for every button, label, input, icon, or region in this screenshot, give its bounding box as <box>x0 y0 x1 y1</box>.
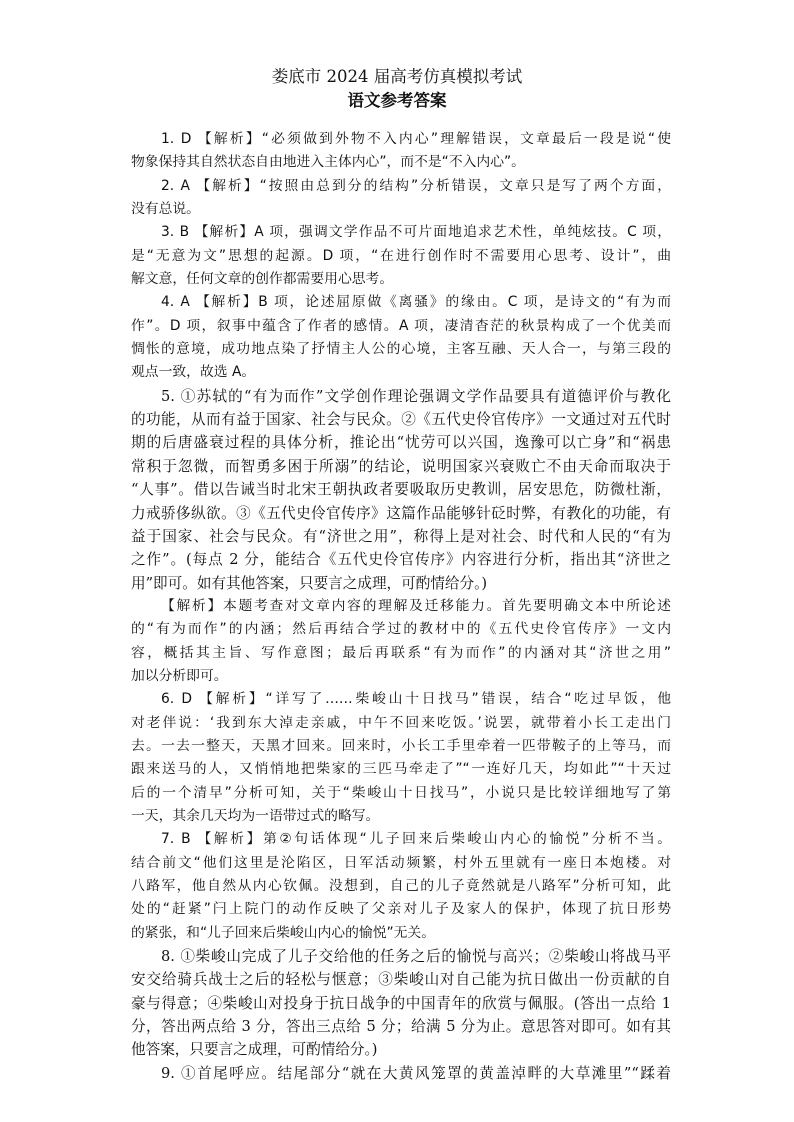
text-line: 没有总说。 <box>131 201 200 218</box>
document-subtitle: 语文参考答案 <box>347 91 447 110</box>
text-line: 作”。D 项，叙事中蕴含了作者的感情。A 项，凄清杳茫的秋景构成了一个优美而 <box>131 317 671 334</box>
text-line: 他答案，只要言之成理，可酌情给分。) <box>131 1041 378 1059</box>
text-line: 2. A 【解析】“按照由总到分的结构”分析错误，文章只是写了两个方面， <box>161 177 671 194</box>
text-line: 跟来送马的人，又悄悄地把柴家的三匹马牵走了”“一连好几天，均如此”“十天过 <box>131 761 671 778</box>
text-line: 安交给骑兵战士之后的轻松与惬意；③柴峻山对自己能为抗日做出一份贡献的自 <box>131 971 671 989</box>
text-line: 的紧张，和“儿子回来后柴峻山内心的愉悦”无关。 <box>131 924 436 941</box>
text-line: 用”即可。如有其他答案，只要言之成理，可酌情给分。) <box>131 574 488 592</box>
text-line: 6. D 【解析】“详写了……柴峻山十日找马”错误，结合“吃过早饭，他 <box>161 691 671 708</box>
text-line: 是“无意为文”思想的起源。D 项，“在进行创作时不需要用心思考、设计”，曲 <box>131 247 671 264</box>
text-line: 八路军，他自然从内心钦佩。没想到，自己的儿子竟然就是八路军”分析可知，此 <box>131 878 671 894</box>
text-line: 惆怅的意境，成功地点染了抒情主人公的心境，主客互融、天人合一，与第三段的 <box>131 341 671 358</box>
text-line: 益于国家、社会与民众。有“济世之用”，称得上是对社会、时代和人民的“有为 <box>131 527 671 545</box>
text-line: 加以分析即可。 <box>131 667 228 684</box>
text-line: 【解析】本题考查对文章内容的理解及迁移能力。首先要明确文本中所论述 <box>161 597 671 614</box>
text-line: 对老伴说：‘我到东大淖走亲戚，中午不回来吃饭。’说罢，就带着小长工走出门 <box>131 714 671 731</box>
text-line: 5. ①苏轼的“有为而作”文学创作理论强调文学作品要具有道德评价与教化 <box>161 387 671 405</box>
text-line: 观点一致，故选 A。 <box>131 364 256 381</box>
text-line: 1. D 【解析】“必须做到外物不入内心”理解错误，文章最后一段是说“使 <box>161 131 671 147</box>
answer-body <box>131 128 671 1085</box>
text-line: 常积于忽微，而智勇多困于所溺”的结论，说明国家兴衰败亡不由天命而取决于 <box>131 457 671 475</box>
text-line: 9. ①首尾呼应。结尾部分“就在大黄风笼罩的黄盖淖畔的大草滩里”“蹂着 <box>161 1064 671 1082</box>
text-line: 的“有为而作”的内涵；然后再结合学过的教材中的《五代史伶官传序》一文内 <box>131 621 671 638</box>
text-line: 处的“赶紧”闩上院门的动作反映了父亲对儿子及家人的保护，体现了抗日形势 <box>131 901 671 918</box>
text-line: 物象保持其自然状态自由地进入主体内心”，而不是“不入内心”。 <box>131 154 525 171</box>
text-line: 解文意，任何文章的创作都需要用心思考。 <box>131 271 394 288</box>
text-line: 8. ①柴峻山完成了儿子交给他的任务之后的愉悦与高兴；②柴峻山将战马平 <box>161 948 671 966</box>
text-line: 一天，其余几天均为一语带过式的略写。 <box>131 807 380 824</box>
text-line: 分，答出两点给 3 分，答出三点给 5 分；给满 5 分为止。意思答对即可。如有其 <box>131 1018 671 1036</box>
text-line: 的功能，从而有益于国家、社会与民众。②《五代史伶官传序》一文通过对五代时 <box>131 411 671 429</box>
text-line: 容，概括其主旨、写作意图；最后再联系“有为而作”的内涵对其“济世之用” <box>131 644 671 661</box>
text-line: 豪与得意；④柴峻山对投身于抗日战争的中国青年的欣赏与佩服。(答出一点给 1 <box>131 994 671 1012</box>
text-line: 结合前文“他们这里是沦陷区，日军活动频繁，村外五里就有一座日本炮楼。对 <box>131 854 671 871</box>
text-line: 期的后唐盛衰过程的具体分析，推论出“忧劳可以兴国，逸豫可以亡身”和“祸患 <box>131 434 671 452</box>
text-line: “人事”。借以告诫当时北宋王朝执政者要吸取历史教训，居安思危，防微杜渐， <box>131 481 671 499</box>
text-line: 后的一个清早”分析可知，关于“柴峻山十日找马”，小说只是比较详细地写了第 <box>131 784 671 801</box>
text-line: 去。一去一整天，天黑才回来。回来时，小长工手里牵着一匹带鞍子的上等马，而 <box>131 737 671 754</box>
document-title: 娄底市 2024 届高考仿真模拟考试 <box>271 67 523 86</box>
text-line: 7. B 【解析】第②句话体现“儿子回来后柴峻山内心的愉悦”分析不当。 <box>161 831 671 848</box>
text-line: 4. A 【解析】B 项，论述屈原做《离骚》的缘由。C 项，是诗文的“有为而 <box>161 294 671 311</box>
text-line: 之作”。(每点 2 分，能结合《五代史伶官传序》内容进行分析，指出其“济世之 <box>131 551 671 569</box>
text-line: 3. B 【解析】A 项，强调文学作品不可片面地追求艺术性，单纯炫技。C 项， <box>161 224 671 241</box>
text-line: 力戒骄侈纵欲。③《五代史伶官传序》这篇作品能够针砭时弊，有教化的功能，有 <box>131 504 671 522</box>
